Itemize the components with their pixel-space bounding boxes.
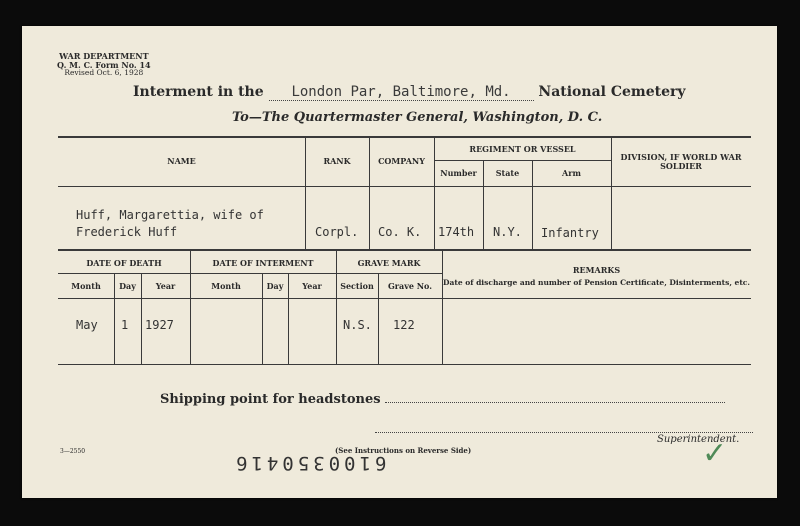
instructions-note: (See Instructions on Reverse Side) — [335, 446, 472, 455]
date-of-death-header: DATE OF DEATH — [86, 258, 162, 268]
section-header: Section — [340, 281, 374, 291]
interment-year-header: Year — [302, 281, 322, 291]
form-code: 3—2550 — [60, 448, 86, 455]
division-header: DIVISION, IF WORLD WAR SOLDIER — [620, 152, 742, 171]
death-day-value: 1 — [121, 318, 129, 332]
interment-month-header: Month — [211, 281, 241, 291]
section-value: N.S. — [343, 318, 372, 332]
interment-day-header: Day — [266, 281, 284, 291]
state-header: State — [495, 168, 520, 178]
death-month-header: Month — [71, 281, 101, 291]
death-month-value: May — [76, 318, 98, 332]
revised-date: Revised Oct. 6, 1928 — [64, 68, 144, 77]
state-value: N.Y. — [493, 225, 522, 239]
rank-header: RANK — [323, 156, 351, 166]
company-value: Co. K. — [378, 225, 422, 239]
form-header — [57, 52, 151, 78]
number-header: Number — [440, 168, 477, 178]
death-day-header: Day — [119, 281, 136, 291]
grave-mark-header: GRAVE MARK — [357, 258, 421, 268]
company-header: COMPANY — [378, 156, 425, 166]
regiment-number-value: 174th — [438, 225, 475, 239]
regiment-header: REGIMENT OR VESSEL — [469, 144, 576, 154]
shipping-point — [160, 392, 725, 407]
title-prefix: Interment in the — [133, 84, 264, 100]
grave-no-value: 122 — [393, 318, 415, 332]
death-year-header: Year — [155, 281, 176, 291]
name-header: NAME — [167, 156, 196, 166]
rank-value: Corpl. — [315, 225, 359, 239]
grave-no-header: Grave No. — [387, 281, 433, 291]
superintendent-label: Superintendent. — [657, 434, 740, 445]
serial-number: 6100350416 — [232, 452, 387, 474]
addressee: To—The Quartermaster General, Washington, D. C. — [232, 110, 603, 125]
department-label: WAR DEPARTMENT — [59, 51, 149, 61]
checkmark-icon: ✓ — [702, 436, 728, 471]
form-number: Q. M. C. Form No. 14 — [57, 59, 151, 70]
arm-value: Infantry — [541, 226, 599, 240]
title-suffix: National Cemetery — [538, 84, 686, 100]
remarks-subheader: Date of discharge and number of Pension Certificate, Disinterments, etc. — [443, 278, 750, 287]
cemetery-value: London Par, Baltimore, Md. — [291, 84, 511, 100]
death-year-value: 1927 — [145, 318, 174, 332]
deceased-name-line2: Frederick Huff — [76, 225, 178, 239]
deceased-name-line1: Huff, Margarettia, wife of — [76, 208, 264, 222]
date-of-interment-header: DATE OF INTERMENT — [212, 258, 314, 268]
shipping-line — [385, 402, 725, 403]
arm-header: Arm — [562, 168, 581, 178]
shipping-label: Shipping point for headstones — [160, 392, 381, 407]
remarks-header: REMARKS — [572, 265, 621, 275]
title-line — [133, 84, 686, 101]
